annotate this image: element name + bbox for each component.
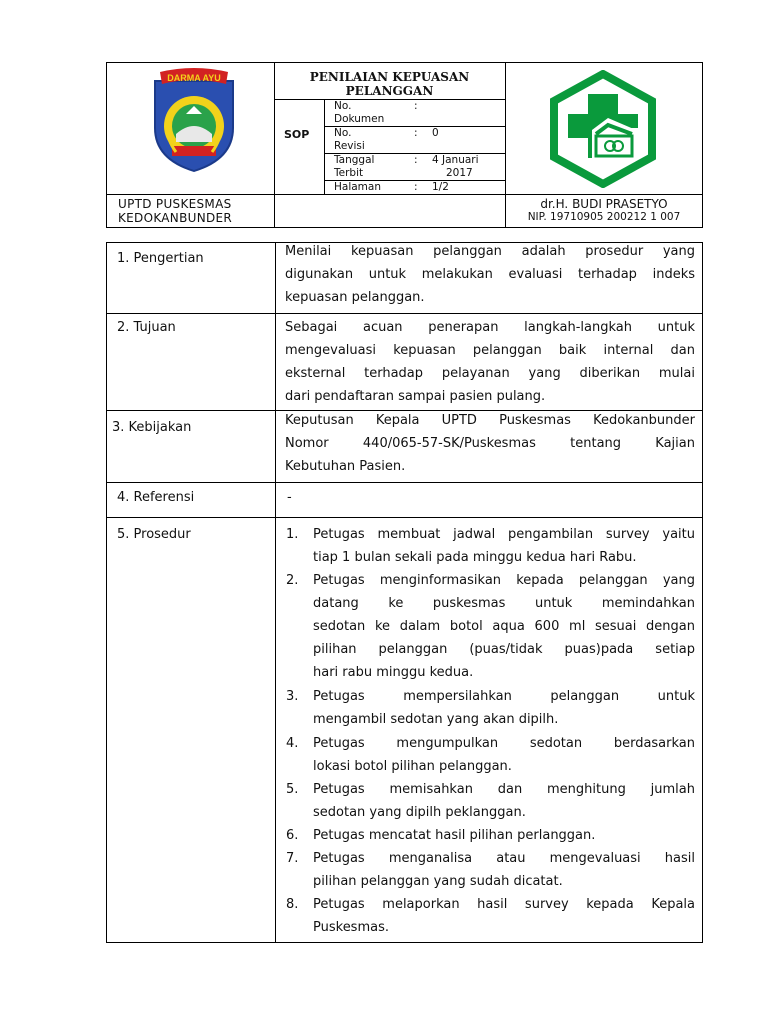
kebijakan-line-2: Nomor 440/065-57-SK/Puskesmas tentang Kajian [285,436,695,451]
meta-key-3b: Terbit [334,167,364,179]
org-name-line2: KEDOKANBUNDER [118,211,233,225]
tujuan-line-1: Sebagai acuan penerapan langkah-langkah untuk [285,320,695,335]
kebijakan-line-3: Kebutuhan Pasien. [285,459,406,474]
step-7-line-1: Petugas menganalisa atau mengevaluasi hasil [313,851,695,866]
meta-key-4a: Halaman [334,181,381,193]
step-2-line-1: Petugas menginformasikan kepada pelanggan yang [313,573,695,588]
step-num-5: 5. [286,782,299,797]
step-3-line-2: mengambil sedotan yang akan dipilh. [313,712,559,727]
section-label-prosedur: 5. Prosedur [117,527,191,542]
step-8-line-1: Petugas melaporkan hasil survey kepada Kepala [313,897,695,912]
meta-colon-4: : [414,181,418,193]
meta-colon-1: : [414,100,418,112]
pengertian-line-1: Menilai kepuasan pelanggan adalah prosedur yang [285,244,695,259]
meta-value-tanggal-2: 2017 [446,167,473,179]
meta-value-halaman: 1/2 [432,181,449,193]
step-1-line-1: Petugas membuat jadwal pengambilan survey yaitu [313,527,695,542]
logo-banner-text: DARMA AYU [167,73,221,83]
step-5-line-2: sedotan yang dipilh peklanggan. [313,805,526,820]
tujuan-line-4: dari pendaftaran sampai pasien pulang. [285,389,546,404]
section-label-referensi: 4. Referensi [117,490,195,505]
doc-title-line2: PELANGGAN [345,84,434,98]
step-2-line-4: pilihan pelanggan (puas/tidak puas)pada setiap [313,642,695,657]
meta-key-1b: Dokumen [334,113,385,125]
step-7-line-2: pilihan pelanggan yang sudah dicatat. [313,874,563,889]
meta-key-1a: No. [334,100,352,112]
step-4-line-2: lokasi botol pilihan pelanggan. [313,759,512,774]
head-nip: NIP. 19710905 200212 1 007 [527,211,681,223]
section-label-tujuan: 2. Tujuan [117,320,176,335]
tujuan-line-3: eksternal terhadap pelayanan yang diberikan mulai [285,366,695,381]
darma-ayu-logo [146,66,242,174]
section-label-pengertian: 1. Pengertian [117,251,204,266]
puskesmas-logo [544,70,662,188]
step-2-line-5: hari rabu minggu kedua. [313,665,474,680]
step-num-7: 7. [286,851,299,866]
org-name-line1: UPTD PUSKESMAS [118,197,232,211]
step-num-3: 3. [286,689,299,704]
step-4-line-1: Petugas mengumpulkan sedotan berdasarkan [313,736,695,751]
step-8-line-2: Puskesmas. [313,920,389,935]
meta-key-2b: Revisi [334,140,365,152]
head-name: dr.H. BUDI PRASETYO [540,197,668,211]
step-3-line-1: Petugas mempersilahkan pelanggan untuk [313,689,695,704]
step-1-line-2: tiap 1 bulan sekali pada minggu kedua hari Rabu. [313,550,637,565]
pengertian-line-2: digunakan untuk melakukan evaluasi terhadap indeks [285,267,695,282]
step-num-2: 2. [286,573,299,588]
section-label-kebijakan: 3. Kebijakan [112,420,192,435]
meta-key-3a: Tanggal [334,154,375,166]
step-num-6: 6. [286,828,299,843]
meta-colon-2: : [414,127,418,139]
step-2-line-3: sedotan ke dalam botol aqua 600 ml sesuai dengan [313,619,695,634]
step-num-8: 8. [286,897,299,912]
meta-key-2a: No. [334,127,352,139]
sop-label: SOP [284,128,310,141]
step-6-line-1: Petugas mencatat hasil pilihan perlanggan. [313,828,596,843]
meta-colon-3: : [414,154,418,166]
step-num-4: 4. [286,736,299,751]
step-2-line-2: datang ke puskesmas untuk memindahkan [313,596,695,611]
meta-value-tanggal-1: 4 Januari [432,154,479,166]
step-5-line-1: Petugas memisahkan dan menghitung jumlah [313,782,695,797]
referensi-value: - [287,490,292,505]
kebijakan-line-1: Keputusan Kepala UPTD Puskesmas Kedokanbunder [285,413,695,428]
doc-title-line1: PENILAIAN KEPUASAN [309,70,470,84]
step-num-1: 1. [286,527,299,542]
meta-value-revisi: 0 [432,127,439,139]
tujuan-line-2: mengevaluasi kepuasan pelanggan baik internal dan [285,343,695,358]
pengertian-line-3: kepuasan pelanggan. [285,290,425,305]
